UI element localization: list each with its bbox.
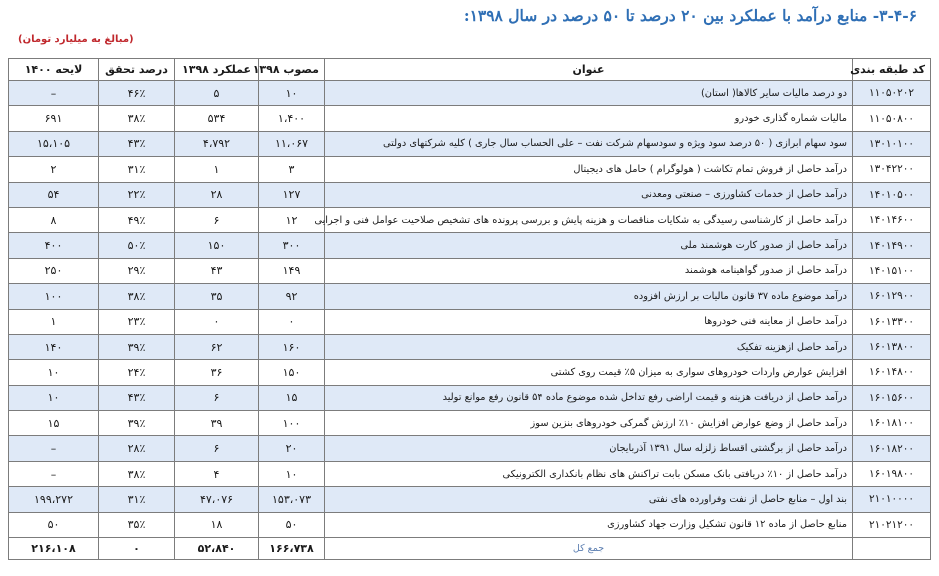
- cell-approved: ۱۵۳،۰۷۳: [259, 487, 325, 512]
- cell-title: منابع حاصل از ماده ۱۲ قانون تشکیل وزارت جهاد کشاورزی: [325, 512, 853, 537]
- cell-bill: –: [9, 81, 99, 106]
- cell-approved: ۱۱،۰۶۷: [259, 131, 325, 156]
- cell-code: ۱۴۰۱۵۱۰۰: [853, 258, 931, 283]
- cell-bill: ۱۹۹،۲۷۲: [9, 487, 99, 512]
- table-row: [9, 436, 931, 461]
- table-row: [9, 131, 931, 156]
- cell-approved: ۳: [259, 157, 325, 182]
- total-row: [9, 538, 931, 560]
- cell-approved: ۹۲: [259, 284, 325, 309]
- table-row: [9, 258, 931, 283]
- cell-bill: ۲۵۰: [9, 258, 99, 283]
- table-row: [9, 106, 931, 131]
- cell-percent: ۳۱٪: [99, 157, 175, 182]
- cell-percent: ۲۲٪: [99, 182, 175, 207]
- cell-approved: ۱۰: [259, 81, 325, 106]
- cell-actual: ۲۸: [175, 182, 259, 207]
- cell-percent: ۴۳٪: [99, 385, 175, 410]
- cell-code: ۱۶۰۱۸۲۰۰: [853, 436, 931, 461]
- cell-percent: ۵۰٪: [99, 233, 175, 258]
- cell-actual: ۴۷،۰۷۶: [175, 487, 259, 512]
- cell-percent: ۳۱٪: [99, 487, 175, 512]
- cell-approved: ۱۰: [259, 461, 325, 486]
- cell-title: مالیات شماره گذاری خودرو: [325, 106, 853, 131]
- cell-percent: ۴۶٪: [99, 81, 175, 106]
- cell-bill: ۴۰۰: [9, 233, 99, 258]
- cell-bill: ۲: [9, 157, 99, 182]
- cell-bill: ۸: [9, 207, 99, 232]
- cell-code: ۱۶۰۱۳۸۰۰: [853, 334, 931, 359]
- cell-bill: ۱۰: [9, 385, 99, 410]
- header-title: عنوان: [325, 59, 853, 81]
- total-cell-approved: ۱۶۶،۷۳۸: [259, 538, 325, 560]
- cell-percent: ۲۸٪: [99, 436, 175, 461]
- cell-title: بند اول – منابع حاصل از نفت وفراورده های نفتی: [325, 487, 853, 512]
- cell-bill: ۵۴: [9, 182, 99, 207]
- cell-actual: ۶: [175, 436, 259, 461]
- table-row: [9, 385, 931, 410]
- cell-actual: ۶: [175, 207, 259, 232]
- cell-bill: ۱۰۰: [9, 284, 99, 309]
- cell-title: سود سهام ابرازی ( ۵۰ درصد سود ویژه و سودسهام شرکت نفت – علی الحساب سال جاری ) کلیه شرکتهای دولتی: [325, 131, 853, 156]
- cell-code: ۱۱۰۵۰۸۰۰: [853, 106, 931, 131]
- cell-code: ۱۶۰۱۵۶۰۰: [853, 385, 931, 410]
- cell-title: درآمد حاصل از صدور گواهینامه هوشمند: [325, 258, 853, 283]
- cell-code: ۱۴۰۱۰۵۰۰: [853, 182, 931, 207]
- cell-title: درآمد حاصل از دریافت هزینه و قیمت اراضی رفع تداخل شده موضوع ماده ۵۴ قانون رفع موانع تولید: [325, 385, 853, 410]
- cell-approved: ۲۰: [259, 436, 325, 461]
- cell-actual: ۱: [175, 157, 259, 182]
- table-row: [9, 334, 931, 359]
- cell-approved: ۰: [259, 309, 325, 334]
- table-row: [9, 487, 931, 512]
- cell-bill: ۱۴۰: [9, 334, 99, 359]
- table-row: [9, 81, 931, 106]
- cell-approved: ۱۲: [259, 207, 325, 232]
- cell-actual: ۶: [175, 385, 259, 410]
- table-row: [9, 284, 931, 309]
- cell-bill: ۱۵: [9, 411, 99, 436]
- cell-actual: ۶۲: [175, 334, 259, 359]
- cell-percent: ۳۹٪: [99, 334, 175, 359]
- cell-code: ۲۱۰۲۱۲۰۰: [853, 512, 931, 537]
- cell-actual: ۳۵: [175, 284, 259, 309]
- header-actual: عملکرد ۱۳۹۸: [175, 59, 259, 81]
- cell-title: درآمد حاصل از معاینه فنی خودروها: [325, 309, 853, 334]
- cell-approved: ۱۵۰: [259, 360, 325, 385]
- cell-percent: ۲۳٪: [99, 309, 175, 334]
- cell-code: ۱۶۰۱۸۱۰۰: [853, 411, 931, 436]
- cell-bill: ۶۹۱: [9, 106, 99, 131]
- cell-title: درآمد موضوع ماده ۳۷ قانون مالیات بر ارزش افزوده: [325, 284, 853, 309]
- table-header-row: [9, 59, 931, 81]
- cell-approved: ۱۴۹: [259, 258, 325, 283]
- header-code: کد طبقه بندی: [853, 59, 931, 81]
- cell-code: ۱۶۰۱۲۹۰۰: [853, 284, 931, 309]
- cell-approved: ۱۵: [259, 385, 325, 410]
- section-title: ۳-۴-۶- منابع درآمد با عملکرد بین ۲۰ درصد تا ۵۰ درصد در سال ۱۳۹۸:: [463, 6, 917, 25]
- table-row: [9, 360, 931, 385]
- cell-actual: ۱۸: [175, 512, 259, 537]
- cell-code: ۱۴۰۱۴۹۰۰: [853, 233, 931, 258]
- total-cell-bill: ۲۱۶،۱۰۸: [9, 538, 99, 560]
- cell-title: افزایش عوارض واردات خودروهای سواری به میزان ۵٪ قیمت روی کشتی: [325, 360, 853, 385]
- cell-bill: –: [9, 436, 99, 461]
- cell-code: ۱۶۰۱۴۸۰۰: [853, 360, 931, 385]
- cell-code: ۱۶۰۱۳۳۰۰: [853, 309, 931, 334]
- total-cell-percent: ۰: [99, 538, 175, 560]
- revenue-table: [8, 58, 931, 560]
- cell-percent: ۴۳٪: [99, 131, 175, 156]
- table-row: [9, 411, 931, 436]
- cell-percent: ۴۹٪: [99, 207, 175, 232]
- table-row: [9, 461, 931, 486]
- header-approved: مصوب ۱۳۹۸: [259, 59, 325, 81]
- cell-title: درآمد حاصل از فروش تمام تکاشت ( هولوگرام ) حامل های دیجیتال: [325, 157, 853, 182]
- cell-bill: –: [9, 461, 99, 486]
- cell-percent: ۲۹٪: [99, 258, 175, 283]
- cell-percent: ۳۵٪: [99, 512, 175, 537]
- cell-actual: ۴،۷۹۲: [175, 131, 259, 156]
- cell-actual: ۳۶: [175, 360, 259, 385]
- cell-code: ۱۴۰۱۴۶۰۰: [853, 207, 931, 232]
- cell-percent: ۳۸٪: [99, 461, 175, 486]
- cell-percent: ۳۸٪: [99, 106, 175, 131]
- cell-title: درآمد حاصل ازهزینه تفکیک: [325, 334, 853, 359]
- total-cell-title: جمع کل: [325, 538, 853, 560]
- cell-approved: ۱،۴۰۰: [259, 106, 325, 131]
- header-percent: درصد تحقق: [99, 59, 175, 81]
- cell-approved: ۱۶۰: [259, 334, 325, 359]
- cell-code: ۱۱۰۵۰۲۰۲: [853, 81, 931, 106]
- cell-code: ۱۶۰۱۹۸۰۰: [853, 461, 931, 486]
- cell-code: ۱۳۰۱۰۱۰۰: [853, 131, 931, 156]
- cell-approved: ۱۲۷: [259, 182, 325, 207]
- cell-approved: ۳۰۰: [259, 233, 325, 258]
- cell-bill: ۵۰: [9, 512, 99, 537]
- cell-actual: ۰: [175, 309, 259, 334]
- total-cell-actual: ۵۲،۸۴۰: [175, 538, 259, 560]
- cell-actual: ۵۳۴: [175, 106, 259, 131]
- cell-bill: ۱۰: [9, 360, 99, 385]
- table-row: [9, 233, 931, 258]
- total-cell-code: [853, 538, 931, 560]
- cell-approved: ۵۰: [259, 512, 325, 537]
- cell-title: درآمد حاصل از ۱۰٪ دریافتی بانک مسکن بابت تراکنش های نظام بانکداری الکترونیکی: [325, 461, 853, 486]
- cell-title: درآمد حاصل از کارشناسی رسیدگی به شکایات مناقصات و هزینه پایش و بررسی پرونده های تشخیص صلاحیت عوامل فنی و اجرایی: [325, 207, 853, 232]
- cell-code: ۱۳۰۴۲۲۰۰: [853, 157, 931, 182]
- cell-title: درآمد حاصل از خدمات کشاورزی – صنعتی ومعدنی: [325, 182, 853, 207]
- cell-bill: ۱: [9, 309, 99, 334]
- unit-note: (مبالغ به میلیارد تومان): [18, 34, 134, 45]
- cell-bill: ۱۵،۱۰۵: [9, 131, 99, 156]
- cell-code: ۲۱۰۱۰۰۰۰: [853, 487, 931, 512]
- table-row: [9, 309, 931, 334]
- cell-title: دو درصد مالیات سایر کالاها( استان): [325, 81, 853, 106]
- cell-actual: ۴: [175, 461, 259, 486]
- cell-percent: ۳۸٪: [99, 284, 175, 309]
- cell-actual: ۵: [175, 81, 259, 106]
- table-row: [9, 512, 931, 537]
- header-bill: لایحه ۱۴۰۰: [9, 59, 99, 81]
- cell-title: درآمد حاصل از برگشتی اقساط زلزله سال ۱۳۹۱ آذربایجان: [325, 436, 853, 461]
- table-row: [9, 182, 931, 207]
- cell-actual: ۱۵۰: [175, 233, 259, 258]
- cell-approved: ۱۰۰: [259, 411, 325, 436]
- cell-title: درآمد حاصل از صدور کارت هوشمند ملی: [325, 233, 853, 258]
- table-row: [9, 157, 931, 182]
- cell-percent: ۲۴٪: [99, 360, 175, 385]
- cell-title: درآمد حاصل از وضع عوارض افزایش ۱۰٪ ارزش گمرکی خودروهای بنزین سوز: [325, 411, 853, 436]
- cell-actual: ۳۹: [175, 411, 259, 436]
- cell-actual: ۴۳: [175, 258, 259, 283]
- cell-percent: ۳۹٪: [99, 411, 175, 436]
- table-row: [9, 207, 931, 232]
